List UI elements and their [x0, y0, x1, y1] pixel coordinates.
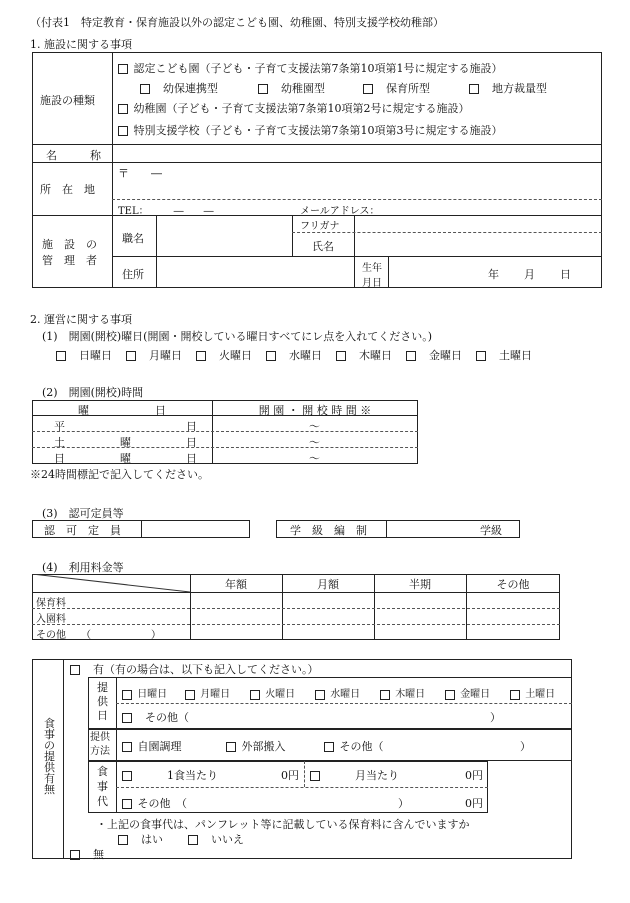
class-unit: 学級	[480, 524, 502, 537]
saturday-label-end: 日	[186, 436, 197, 449]
meal-cost-label: 食 事 代	[97, 765, 108, 808]
checkbox-icon[interactable]	[469, 84, 479, 94]
checkbox-icon[interactable]	[122, 742, 132, 752]
checkbox-icon[interactable]	[336, 351, 346, 361]
checkbox-icon[interactable]	[118, 835, 128, 845]
method-other[interactable]: その他（	[324, 738, 384, 754]
meal-no-option[interactable]: 無	[70, 846, 104, 862]
form-header: （付表1 特定教育・保育施設以外の認定こども園、幼稚園、特別支援学校幼稚部）	[30, 16, 444, 29]
checkbox-icon[interactable]	[118, 104, 128, 114]
checkbox-icon[interactable]	[122, 799, 132, 809]
fee-col-monthly: 月額	[317, 578, 339, 591]
type-option-special-school[interactable]: 特別支援学校（子ども・子育て支援法第7条第10項第3号に規定する施設）	[118, 122, 503, 138]
month-label: 月	[524, 268, 535, 281]
open-day-tue[interactable]: 火曜日	[196, 347, 252, 363]
subtype-option-4[interactable]: 地方裁量型	[469, 80, 547, 96]
manager-label-2: 管 理 者	[42, 254, 97, 267]
meal-day-thu[interactable]: 木曜日	[380, 685, 425, 700]
section-1-title: 1. 施設に関する事項	[30, 38, 132, 51]
tel-field: TEL： ― ―	[118, 206, 214, 217]
sunday-label-mid: 曜	[120, 452, 131, 465]
meal-day-mon[interactable]: 月曜日	[185, 685, 230, 700]
checkbox-icon[interactable]	[324, 742, 334, 752]
section-2-title: 2. 運営に関する事項	[30, 313, 132, 326]
dob-label-1: 生年	[362, 263, 382, 274]
weekday-label-end: 日	[186, 420, 197, 433]
checkbox-icon[interactable]	[258, 84, 268, 94]
sunday-label: 日	[54, 452, 65, 465]
sunday-label-end: 日	[186, 452, 197, 465]
fee-row-other: その他 （ ）	[36, 630, 161, 641]
method-other-close: ）	[520, 740, 531, 753]
open-day-thu[interactable]: 木曜日	[336, 347, 392, 363]
type-option-kodomoen[interactable]: 認定こども園（子ども・子育て支援法第7条第10項第1号に規定する施設）	[118, 60, 503, 76]
checkbox-icon[interactable]	[380, 690, 390, 700]
address-label: 所 在 地	[40, 183, 95, 196]
meal-provision-label: 食 事 の 提 供 有 無	[44, 717, 55, 796]
open-day-sun[interactable]: 日曜日	[56, 347, 112, 363]
fee-col-other: その他	[496, 578, 530, 591]
meal-day-other-close: ）	[490, 711, 501, 724]
fees-question: (4) 利用料金等	[42, 561, 124, 574]
cost-other-close: ）	[398, 797, 409, 810]
position-label: 職名	[122, 232, 144, 245]
dob-label-2: 月日	[362, 278, 382, 289]
meal-day-tue[interactable]: 火曜日	[250, 685, 295, 700]
cost-other-value: 0円	[465, 797, 483, 810]
subtype-option-1[interactable]: 幼保連携型	[140, 80, 218, 96]
checkbox-icon[interactable]	[185, 690, 195, 700]
checkbox-icon[interactable]	[226, 742, 236, 752]
fee-col-annual: 年額	[225, 578, 247, 591]
cost-per-month-value: 0円	[465, 769, 483, 782]
saturday-label-mid: 曜	[120, 436, 131, 449]
checkbox-icon[interactable]	[406, 351, 416, 361]
manager-label-1: 施 設 の	[42, 238, 97, 251]
weekday-label: 平	[54, 420, 65, 433]
checkbox-icon[interactable]	[315, 690, 325, 700]
subtype-option-3[interactable]: 保育所型	[363, 80, 430, 96]
capacity-label: 認 可 定 員	[44, 524, 121, 537]
postal-code: 〒 ―	[118, 167, 162, 180]
cost-other[interactable]: その他 （	[122, 795, 187, 811]
fee-col-half: 半期	[409, 578, 431, 591]
open-day-wed[interactable]: 水曜日	[266, 347, 322, 363]
hours-question: (2) 開園(開校)時間	[42, 386, 144, 399]
checkbox-icon[interactable]	[122, 713, 132, 723]
checkbox-icon[interactable]	[363, 84, 373, 94]
checkbox-icon[interactable]	[445, 690, 455, 700]
meal-day-sat[interactable]: 土曜日	[510, 685, 555, 700]
checkbox-icon[interactable]	[56, 351, 66, 361]
cost-per-meal[interactable]: 1食当たり	[122, 767, 218, 783]
meal-day-sun[interactable]: 日曜日	[122, 685, 167, 700]
checkbox-icon[interactable]	[476, 351, 486, 361]
hours-saturday-range[interactable]: ～	[309, 436, 320, 449]
included-question: ・上記の食事代は、パンフレット等に記載している保育料に含んでいますか	[96, 818, 470, 831]
residence-label: 住所	[122, 268, 144, 281]
meal-yes-option[interactable]: 有（有の場合は、以下も記入してください。）	[70, 661, 319, 677]
checkbox-icon[interactable]	[118, 126, 128, 136]
capacity-question: (3) 認可定員等	[42, 507, 124, 520]
open-days-question: (1) 開園(開校)曜日(開園・開校している曜日すべてにレ点を入れてください。)	[42, 330, 433, 343]
year-label: 年	[488, 268, 499, 281]
meal-day-fri[interactable]: 金曜日	[445, 685, 490, 700]
classes-label: 学 級 編 制	[290, 524, 367, 537]
facility-type-label: 施設の種類	[40, 94, 95, 107]
checkbox-icon[interactable]	[510, 690, 520, 700]
fee-row-tuition: 保育料	[36, 598, 66, 609]
subtype-option-2[interactable]: 幼稚園型	[258, 80, 325, 96]
diagonal-header-line	[32, 574, 190, 592]
hours-sunday-range[interactable]: ～	[309, 452, 320, 465]
hours-head-day: 曜 日	[78, 404, 166, 417]
person-name-label: 氏名	[312, 240, 334, 253]
checkbox-icon[interactable]	[188, 835, 198, 845]
fee-row-admission: 入園料	[36, 614, 66, 625]
checkbox-icon[interactable]	[122, 690, 132, 700]
method-in-house[interactable]: 自園調理	[122, 738, 182, 754]
open-day-fri[interactable]: 金曜日	[406, 347, 462, 363]
included-no[interactable]: いいえ	[188, 831, 244, 847]
hours-head-time: 開 園 ・ 開 校 時 間 ※	[258, 404, 372, 417]
type-option-kindergarten[interactable]: 幼稚園（子ども・子育て支援法第7条第10項第2号に規定する施設）	[118, 100, 470, 116]
checkbox-icon[interactable]	[118, 64, 128, 74]
meal-day-wed[interactable]: 水曜日	[315, 685, 360, 700]
checkbox-icon[interactable]	[140, 84, 150, 94]
provision-method-label: 提供 方法	[90, 732, 110, 757]
day-label: 日	[560, 268, 571, 281]
hours-note: ※24時間標記で記入してください。	[30, 468, 209, 481]
open-day-sat[interactable]: 土曜日	[476, 347, 532, 363]
checkbox-icon[interactable]	[70, 850, 80, 860]
furigana-label: フリガナ	[300, 221, 340, 232]
cost-per-meal-value: 0円	[281, 769, 299, 782]
checkbox-icon[interactable]	[126, 351, 136, 361]
saturday-label: 土	[54, 436, 65, 449]
checkbox-icon[interactable]	[266, 351, 276, 361]
email-field: メールアドレス：	[300, 206, 380, 217]
checkbox-icon[interactable]	[310, 771, 320, 781]
checkbox-icon[interactable]	[250, 690, 260, 700]
checkbox-icon[interactable]	[70, 665, 80, 675]
hours-weekday-range[interactable]: ～	[309, 420, 320, 433]
meal-day-other[interactable]: その他（	[122, 709, 189, 725]
provision-days-label: 提 供 日	[97, 681, 108, 722]
cost-per-month[interactable]: 月当たり	[310, 767, 399, 783]
included-yes[interactable]: はい	[118, 831, 163, 847]
checkbox-icon[interactable]	[196, 351, 206, 361]
checkbox-icon[interactable]	[122, 771, 132, 781]
facility-name-label: 名 称	[46, 149, 101, 162]
method-external[interactable]: 外部搬入	[226, 738, 286, 754]
open-day-mon[interactable]: 月曜日	[126, 347, 182, 363]
